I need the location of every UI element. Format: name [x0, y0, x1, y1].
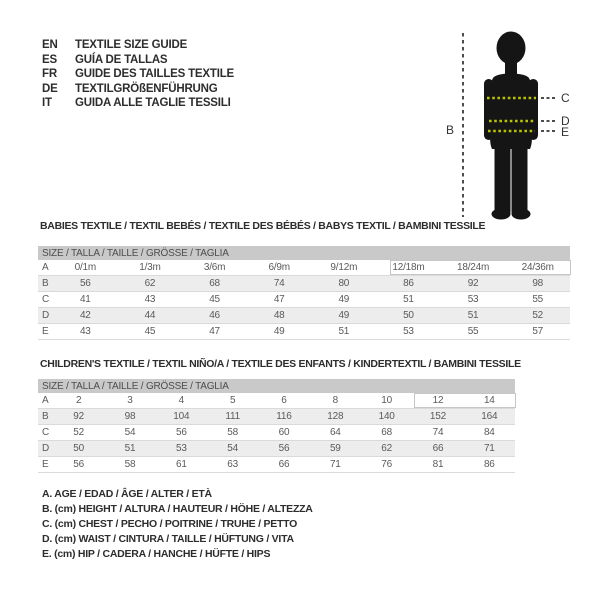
table-row: [38, 393, 515, 409]
size-cell: 6: [258, 393, 309, 409]
table-row: [38, 409, 515, 425]
size-cell: 46: [182, 308, 247, 324]
table-row: [38, 441, 515, 457]
legend-line-waist: D. (cm) WAIST / CINTURA / TAILLE / HÜFTUNG / VITA: [42, 533, 294, 545]
size-cell: 50: [53, 441, 104, 457]
language-code: DE: [42, 82, 58, 95]
row-label: D: [38, 441, 53, 457]
size-cell: 49: [312, 308, 377, 324]
size-cell: 2: [53, 393, 104, 409]
figure-label-chest: C: [561, 91, 570, 105]
language-code: FR: [42, 68, 57, 81]
children-table-title: CHILDREN'S TEXTILE / TEXTIL NIÑO/A / TEXTILE DES ENFANTS / KINDERTEXTIL / BAMBINI TESSILE: [40, 358, 521, 370]
size-cell: 164: [464, 409, 515, 425]
figure-label-waist: D: [561, 114, 570, 128]
size-cell: 9/12m: [312, 260, 377, 276]
size-cell: 47: [247, 292, 312, 308]
size-cell: 14: [464, 393, 515, 409]
measurement-diagram: [440, 22, 590, 227]
language-row-de: [42, 82, 234, 97]
size-cell: 53: [156, 441, 207, 457]
size-cell: 49: [312, 292, 377, 308]
size-cell: 84: [464, 425, 515, 441]
size-header-label: SIZE / TALLA / TAILLE / GRÖSSE / TAGLIA: [38, 246, 570, 260]
size-cell: 12: [412, 393, 463, 409]
size-cell: 92: [53, 409, 104, 425]
language-row-es: [42, 53, 234, 68]
babies-size-table: [38, 246, 570, 340]
table-header-row: [38, 379, 515, 393]
size-cell: 56: [53, 276, 118, 292]
size-cell: 5: [207, 393, 258, 409]
size-cell: 74: [412, 425, 463, 441]
size-cell: 10: [361, 393, 412, 409]
child-silhouette: [484, 32, 538, 220]
child-silhouette-figure: [440, 22, 590, 227]
size-cell: 54: [104, 425, 155, 441]
size-cell: 57: [505, 324, 570, 340]
size-header-label: SIZE / TALLA / TAILLE / GRÖSSE / TAGLIA: [38, 379, 515, 393]
row-label: A: [38, 393, 53, 409]
size-cell: 4: [156, 393, 207, 409]
size-cell: 128: [310, 409, 361, 425]
size-cell: 59: [310, 441, 361, 457]
size-cell: 86: [376, 276, 441, 292]
size-cell: 76: [361, 457, 412, 473]
size-cell: 51: [312, 324, 377, 340]
size-cell: 45: [118, 324, 183, 340]
size-cell: 52: [53, 425, 104, 441]
size-cell: 62: [118, 276, 183, 292]
language-code: EN: [42, 39, 58, 51]
size-cell: 86: [464, 457, 515, 473]
measurement-legend: [42, 487, 313, 562]
size-cell: 92: [441, 276, 506, 292]
size-cell: 71: [464, 441, 515, 457]
size-cell: 62: [361, 441, 412, 457]
size-cell: 55: [441, 324, 506, 340]
language-title: GUIDA ALLE TAGLIE TESSILI: [75, 97, 231, 110]
size-cell: 54: [207, 441, 258, 457]
size-cell: 24/36m: [505, 260, 570, 276]
row-label: C: [38, 425, 53, 441]
size-cell: 58: [104, 457, 155, 473]
size-cell: 53: [376, 324, 441, 340]
size-cell: 71: [310, 457, 361, 473]
size-cell: 66: [258, 457, 309, 473]
size-cell: 68: [182, 276, 247, 292]
size-cell: 64: [310, 425, 361, 441]
size-cell: 56: [53, 457, 104, 473]
language-code: ES: [42, 53, 57, 66]
table-row: [38, 457, 515, 473]
size-cell: 51: [441, 308, 506, 324]
size-cell: 80: [312, 276, 377, 292]
size-cell: 74: [247, 276, 312, 292]
legend-line-chest: C. (cm) CHEST / PECHO / POITRINE / TRUHE / PETTO: [42, 518, 298, 530]
row-label: E: [38, 324, 53, 340]
size-cell: 0/1m: [53, 260, 118, 276]
language-title-list: [42, 38, 234, 111]
children-size-table: [38, 379, 515, 473]
language-title: GUIDE DES TAILLES TEXTILE: [75, 68, 234, 81]
size-cell: 56: [156, 425, 207, 441]
legend-line-age: A. AGE / EDAD / ÂGE / ALTER / ETÀ: [42, 488, 212, 500]
size-cell: 55: [505, 292, 570, 308]
size-cell: 41: [53, 292, 118, 308]
size-cell: 51: [376, 292, 441, 308]
size-cell: 104: [156, 409, 207, 425]
size-cell: 140: [361, 409, 412, 425]
size-cell: 98: [104, 409, 155, 425]
size-cell: 45: [182, 292, 247, 308]
size-cell: 8: [310, 393, 361, 409]
size-cell: 60: [258, 425, 309, 441]
size-cell: 44: [118, 308, 183, 324]
legend-line-height: B. (cm) HEIGHT / ALTURA / HAUTEUR / HÖHE / ALTEZZA: [42, 503, 313, 515]
size-cell: 43: [118, 292, 183, 308]
row-label: D: [38, 308, 53, 324]
table-header-row: [38, 246, 570, 260]
size-cell: 18/24m: [441, 260, 506, 276]
babies-table-title: BABIES TEXTILE / TEXTIL BEBÉS / TEXTILE DES BÉBÉS / BABYS TEXTIL / BAMBINI TESSILE: [40, 220, 486, 232]
size-cell: 3: [104, 393, 155, 409]
size-cell: 51: [104, 441, 155, 457]
size-cell: 52: [505, 308, 570, 324]
language-row-fr: [42, 67, 234, 82]
size-cell: 58: [207, 425, 258, 441]
size-cell: 68: [361, 425, 412, 441]
size-cell: 3/6m: [182, 260, 247, 276]
language-row-it: [42, 96, 234, 111]
size-cell: 152: [412, 409, 463, 425]
figure-label-height: B: [446, 123, 455, 137]
size-cell: 81: [412, 457, 463, 473]
size-cell: 116: [258, 409, 309, 425]
row-label: A: [38, 260, 53, 276]
language-title: TEXTILGRÖßENFÜHRUNG: [75, 82, 218, 95]
language-code: IT: [42, 97, 52, 110]
legend-line-hip: E. (cm) HIP / CADERA / HANCHE / HÜFTE / HIPS: [42, 548, 271, 560]
figure-label-hip: E: [561, 125, 570, 139]
table-row: [38, 324, 570, 340]
size-cell: 56: [258, 441, 309, 457]
language-title: TEXTILE SIZE GUIDE: [75, 39, 188, 51]
size-cell: 47: [182, 324, 247, 340]
language-title: GUÍA DE TALLAS: [75, 53, 168, 66]
table-row: [38, 260, 570, 276]
size-cell: 48: [247, 308, 312, 324]
size-cell: 49: [247, 324, 312, 340]
size-cell: 66: [412, 441, 463, 457]
size-cell: 6/9m: [247, 260, 312, 276]
table-row: [38, 276, 570, 292]
row-label: B: [38, 276, 53, 292]
size-cell: 43: [53, 324, 118, 340]
size-cell: 50: [376, 308, 441, 324]
row-label: C: [38, 292, 53, 308]
size-cell: 1/3m: [118, 260, 183, 276]
table-row: [38, 308, 570, 324]
size-cell: 53: [441, 292, 506, 308]
table-row: [38, 425, 515, 441]
row-label: E: [38, 457, 53, 473]
size-cell: 12/18m: [376, 260, 441, 276]
size-cell: 61: [156, 457, 207, 473]
row-label: B: [38, 409, 53, 425]
table-row: [38, 292, 570, 308]
language-row-en: [42, 38, 234, 53]
size-cell: 42: [53, 308, 118, 324]
size-cell: 111: [207, 409, 258, 425]
size-cell: 98: [505, 276, 570, 292]
size-cell: 63: [207, 457, 258, 473]
